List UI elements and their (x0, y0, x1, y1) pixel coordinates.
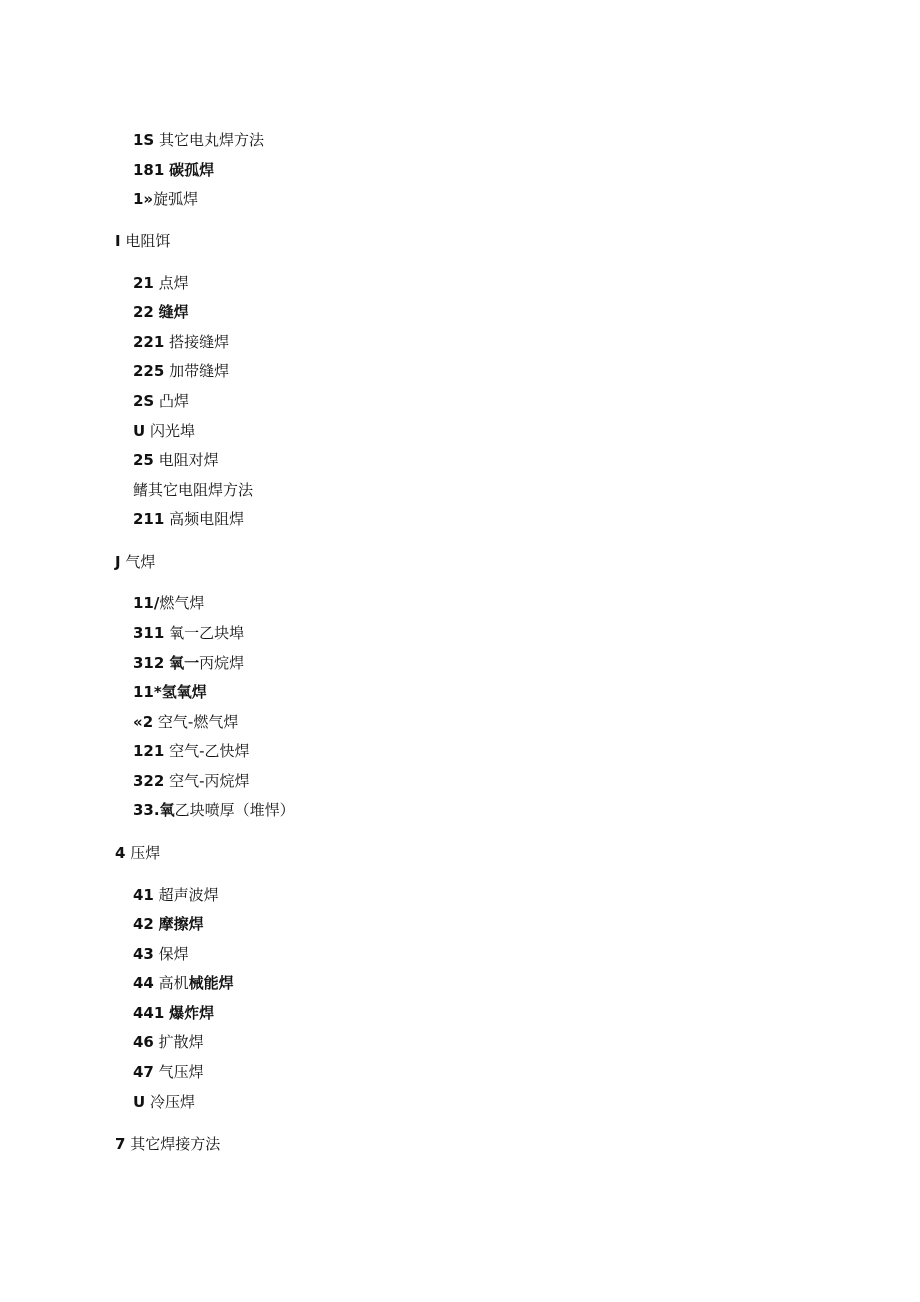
list-item (133, 1032, 204, 1052)
item-text: 超声波焊 (158, 886, 219, 904)
list-item (133, 273, 189, 293)
list-item (133, 361, 229, 381)
item-text: 丙烷焊 (199, 654, 245, 672)
item-code: 441 (133, 1004, 165, 1022)
list-item (133, 914, 204, 934)
list-item (133, 623, 244, 643)
item-code: 1» (133, 190, 154, 208)
item-code: 11* (133, 683, 162, 701)
item-text: 点焊 (158, 274, 189, 292)
list-item (133, 653, 244, 673)
item-text: 其它电丸焊方法 (159, 131, 265, 149)
item-text-bold: 氧 (159, 801, 175, 819)
item-code: 33. (133, 801, 160, 819)
list-item (133, 1092, 195, 1112)
item-text-bold: 氢氧焊 (161, 683, 207, 701)
item-code: 47 (133, 1063, 154, 1081)
item-code: 221 (133, 333, 165, 351)
list-item (133, 593, 204, 613)
item-code: «2 (133, 713, 154, 731)
item-code: U (133, 422, 146, 440)
item-text: 电阻对焊 (158, 451, 219, 469)
item-text: 鳍其它电阻焊方法 (133, 481, 254, 499)
item-code: 181 (133, 161, 165, 179)
list-item (133, 885, 219, 905)
section-heading (115, 843, 160, 863)
item-code: 225 (133, 362, 165, 380)
item-text-bold: 械能焊 (188, 974, 234, 992)
item-text: 压焊 (130, 844, 161, 862)
list-item (133, 771, 250, 791)
item-code: 121 (133, 742, 165, 760)
item-text-bold: 摩擦焊 (158, 915, 204, 933)
item-code: 42 (133, 915, 154, 933)
list-item (133, 682, 207, 702)
item-text-bold: 氧一 (169, 654, 200, 672)
item-text-bold: 爆炸焊 (169, 1004, 215, 1022)
list-item (133, 189, 198, 209)
list-item (133, 712, 238, 732)
item-code: 322 (133, 772, 165, 790)
item-text: 高机 (158, 974, 189, 992)
item-code: 21 (133, 274, 154, 292)
item-text: 气焊 (125, 553, 156, 571)
item-text: 凸焊 (159, 392, 190, 410)
list-item (133, 741, 250, 761)
item-text: 燃气焊 (159, 594, 205, 612)
item-text: 闪光埠 (149, 422, 195, 440)
section-heading (115, 231, 170, 251)
list-item (133, 1003, 214, 1023)
item-text: 高频电阻焊 (169, 510, 245, 528)
item-text: 搭接缝焊 (169, 333, 230, 351)
item-code: 4 (115, 844, 126, 862)
item-text: 旋弧焊 (153, 190, 199, 208)
section-heading (115, 1134, 220, 1154)
list-item (133, 480, 253, 500)
item-code: 46 (133, 1033, 154, 1051)
item-code: 312 (133, 654, 165, 672)
item-code: I (115, 232, 121, 250)
list-item (133, 450, 219, 470)
list-item (133, 973, 234, 993)
item-code: 11/ (133, 594, 160, 612)
item-text: 气压焊 (158, 1063, 204, 1081)
item-code: 311 (133, 624, 165, 642)
list-item (133, 800, 295, 820)
item-code: 7 (115, 1135, 126, 1153)
section-heading (115, 552, 155, 572)
list-item (133, 302, 189, 322)
item-code: U (133, 1093, 146, 1111)
item-text: 电阻饵 (125, 232, 171, 250)
item-text: 乙块喷厚（堆悍） (174, 801, 295, 819)
item-code: 41 (133, 886, 154, 904)
item-code: 22 (133, 303, 154, 321)
list-item (133, 1062, 204, 1082)
item-text: 保焊 (158, 945, 189, 963)
item-text: 其它焊接方法 (130, 1135, 221, 1153)
item-code: 44 (133, 974, 154, 992)
list-item (133, 332, 229, 352)
item-code: 1S (133, 131, 155, 149)
item-text: 加带缝焊 (169, 362, 230, 380)
list-item (133, 944, 189, 964)
item-text-bold: 碳孤焊 (169, 161, 215, 179)
item-text: 氧一乙块埠 (169, 624, 245, 642)
item-code: 2S (133, 392, 155, 410)
item-code: 211 (133, 510, 165, 528)
item-text: 空气-丙烷焊 (169, 772, 250, 790)
item-code: J (115, 553, 121, 571)
item-text: 扩散焊 (158, 1033, 204, 1051)
list-item (133, 421, 195, 441)
list-item (133, 391, 189, 411)
item-code: 43 (133, 945, 154, 963)
item-code: 25 (133, 451, 154, 469)
list-item (133, 160, 214, 180)
list-item (133, 130, 264, 150)
item-text-bold: 缝焊 (158, 303, 189, 321)
list-item (133, 509, 244, 529)
item-text: 空气-乙快焊 (169, 742, 250, 760)
item-text: 空气-燃气焊 (157, 713, 239, 731)
item-text: 冷压焊 (149, 1093, 195, 1111)
